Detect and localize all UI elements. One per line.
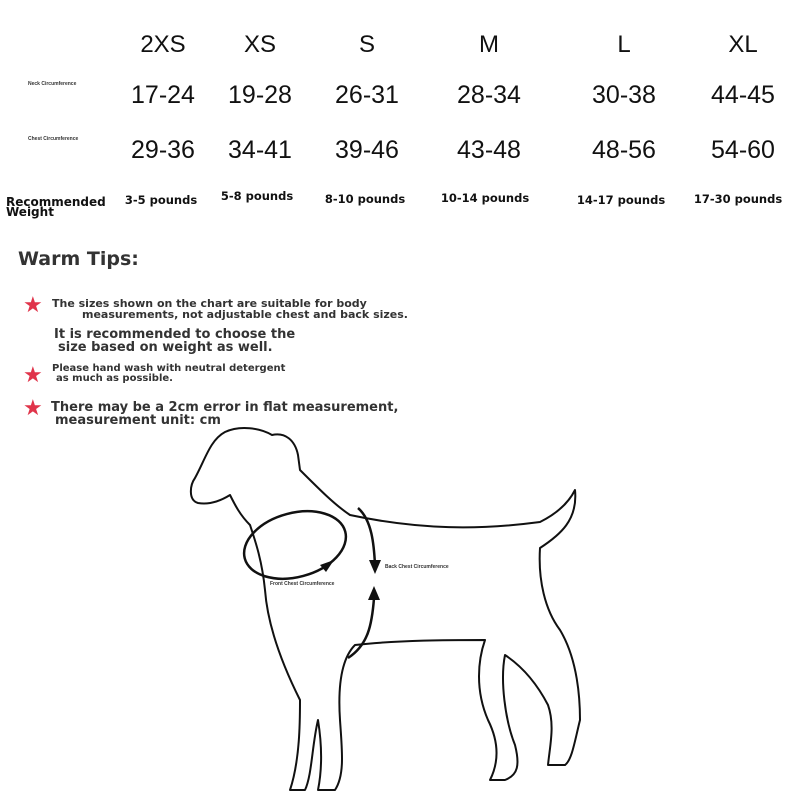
- back-chest-label: Back Chest Circumference: [385, 564, 449, 570]
- weight-value: 3-5 pounds: [124, 193, 198, 207]
- neck-circumference-line: [236, 501, 353, 590]
- front-chest-arrow: [320, 560, 334, 572]
- row-label-chest: Chest Circumference: [28, 136, 79, 142]
- chest-value: 34-41: [228, 136, 292, 164]
- tip-2-line2: size based on weight as well.: [58, 340, 273, 355]
- row-label-weight: Recommended Weight: [6, 195, 106, 219]
- size-header-xs: XS: [243, 31, 277, 58]
- star-icon: ★: [23, 362, 43, 387]
- star-icon: ★: [23, 395, 43, 420]
- chest-value: 54-60: [711, 136, 775, 164]
- neck-value: 19-28: [228, 81, 292, 109]
- tip-3-line2: as much as possible.: [56, 373, 173, 384]
- tip-1-line1: The sizes shown on the chart are suitable for body: [52, 297, 367, 310]
- size-header-l: L: [617, 31, 631, 58]
- tip-2-line1: It is recommended to choose the: [54, 327, 296, 342]
- chest-value: 39-46: [335, 136, 399, 164]
- arrow-head-up: [368, 586, 380, 600]
- size-header-2xs: 2XS: [140, 31, 186, 58]
- arrow-head-down: [369, 560, 381, 574]
- chest-value: 48-56: [592, 136, 656, 164]
- warm-tips-title: Warm Tips:: [18, 248, 139, 270]
- weight-value: 17-30 pounds: [693, 192, 783, 206]
- tip-4-line1: There may be a 2cm error in flat measurement,: [51, 400, 399, 415]
- neck-value: 44-45: [711, 81, 775, 109]
- row-label-neck: Neck Circumference: [28, 81, 77, 87]
- front-chest-label: Front Chest Circumference: [270, 581, 335, 587]
- neck-value: 30-38: [592, 81, 656, 109]
- neck-value: 26-31: [335, 81, 399, 109]
- chest-value: 43-48: [457, 136, 521, 164]
- weight-value: 8-10 pounds: [324, 192, 406, 206]
- neck-value: 17-24: [131, 81, 195, 109]
- neck-value: 28-34: [457, 81, 521, 109]
- weight-value: 10-14 pounds: [440, 191, 530, 205]
- chest-value: 29-36: [131, 136, 195, 164]
- tip-4-line2: measurement unit: cm: [55, 413, 221, 428]
- star-icon: ★: [23, 292, 43, 317]
- tip-3-line1: Please hand wash with neutral detergent: [52, 363, 286, 374]
- size-header-m: M: [479, 31, 499, 58]
- dog-outline: [191, 428, 580, 790]
- weight-value: 14-17 pounds: [576, 193, 666, 207]
- weight-value: 5-8 pounds: [220, 189, 294, 203]
- size-header-xl: XL: [728, 31, 758, 58]
- size-header-s: S: [358, 31, 376, 58]
- tip-1-line2: measurements, not adjustable chest and back sizes.: [82, 308, 408, 321]
